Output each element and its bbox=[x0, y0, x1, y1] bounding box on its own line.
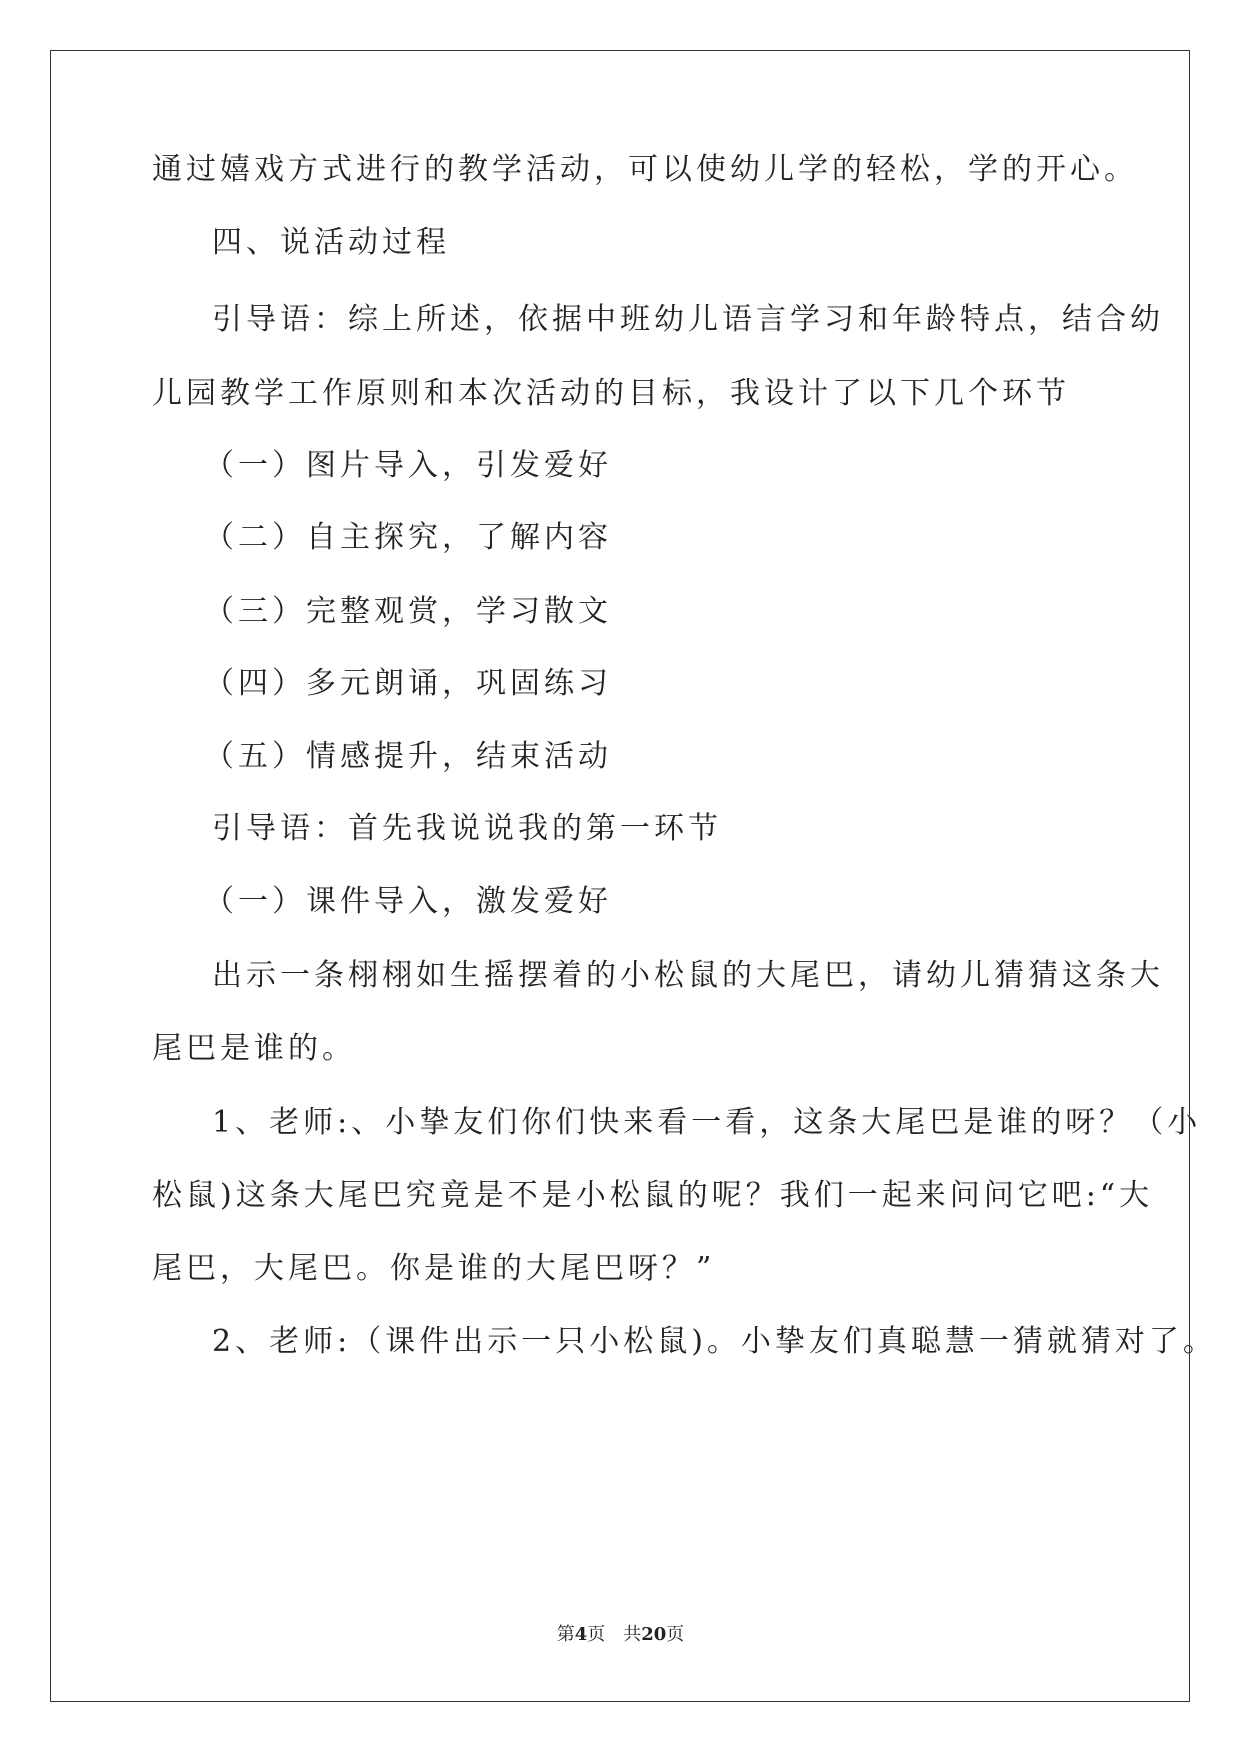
page-prefix: 第 bbox=[556, 1624, 575, 1645]
total-prefix: 共 bbox=[623, 1624, 642, 1645]
paragraph-line: 尾巴是谁的。 bbox=[152, 1031, 356, 1066]
page-footer bbox=[0, 1623, 1241, 1647]
paragraph-line: 引导语：综上所述，依据中班幼儿语言学习和年龄特点，结合幼 bbox=[212, 302, 1164, 337]
section-heading: 四、说活动过程 bbox=[212, 225, 450, 260]
paragraph-line: 2、老师:（课件出示一只小松鼠)。小挚友们真聪慧一猜就猜对了。 bbox=[212, 1324, 1217, 1359]
paragraph-line: 尾巴，大尾巴。你是谁的大尾巴呀？” bbox=[152, 1251, 716, 1286]
paragraph-line: 儿园教学工作原则和本次活动的目标，我设计了以下几个环节 bbox=[152, 376, 1070, 411]
list-item: （三）完整观赏，学习散文 bbox=[204, 594, 612, 629]
paragraph-line: 松鼠)这条大尾巴究竟是不是小松鼠的呢？我们一起来问问它吧:“大 bbox=[152, 1178, 1154, 1213]
total-pages: 20 bbox=[641, 1624, 667, 1645]
list-item: （五）情感提升，结束活动 bbox=[204, 739, 612, 774]
list-item: （一）图片导入，引发爱好 bbox=[204, 448, 612, 483]
paragraph-line: 通过嬉戏方式进行的教学活动，可以使幼儿学的轻松，学的开心。 bbox=[152, 152, 1138, 187]
paragraph-line: 出示一条栩栩如生摇摆着的小松鼠的大尾巴，请幼儿猜猜这条大 bbox=[212, 958, 1164, 993]
paragraph-line: 引导语：首先我说说我的第一环节 bbox=[212, 811, 722, 846]
total-suffix: 页 bbox=[666, 1624, 685, 1645]
list-item: （四）多元朗诵，巩固练习 bbox=[204, 666, 612, 701]
list-item: （一）课件导入，激发爱好 bbox=[204, 884, 612, 919]
page-number: 4 bbox=[574, 1624, 588, 1645]
paragraph-line: 1、老师:、小挚友们你们快来看一看，这条大尾巴是谁的呀？（小 bbox=[212, 1105, 1202, 1140]
page-suffix: 页 bbox=[587, 1624, 606, 1645]
list-item: （二）自主探究，了解内容 bbox=[204, 520, 612, 555]
page-border bbox=[50, 50, 1190, 1702]
